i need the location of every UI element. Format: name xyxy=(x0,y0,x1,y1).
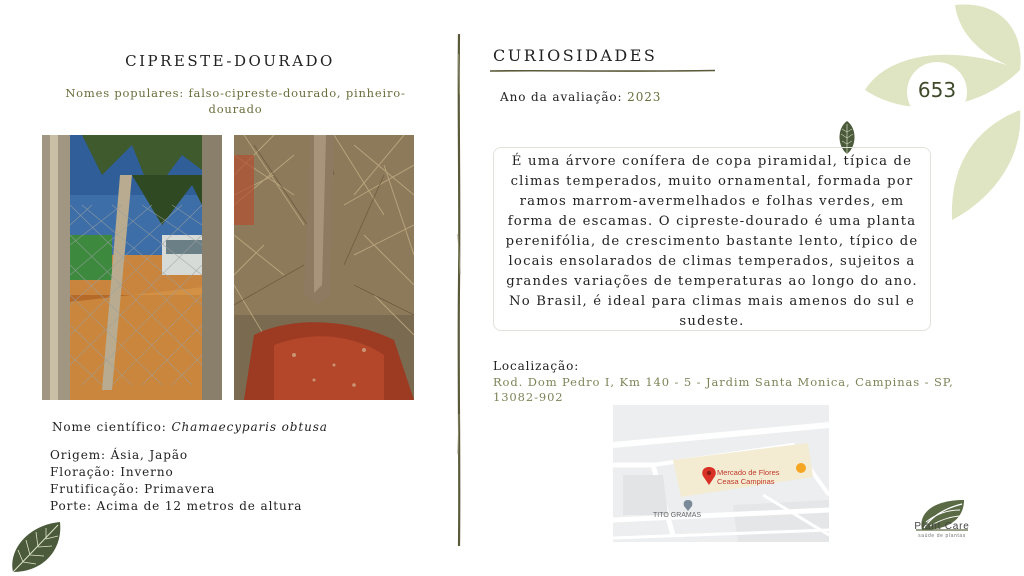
popular-names: Nomes populares: falso-cipreste-dourado, pinheiro-dourado xyxy=(65,86,406,116)
fact-flowering: Floração: Inverno xyxy=(50,465,174,479)
map-poi-label: TITO GRAMAS xyxy=(653,512,702,519)
scientific-name-row xyxy=(52,420,328,434)
scientific-name: Chamaecyparis obtusa xyxy=(171,420,328,434)
logo-tagline: saúde de plantas xyxy=(918,533,966,539)
curiosities-title: CURIOSIDADES xyxy=(493,46,658,65)
evaluation-year-value: 2023 xyxy=(627,90,662,104)
scientific-name-label: Nome científico: xyxy=(52,420,167,434)
logo-name: Plant Care xyxy=(914,521,970,532)
title-underline xyxy=(490,67,715,75)
evaluation-year-row xyxy=(500,90,661,104)
vertical-divider xyxy=(452,34,466,546)
decorative-leaf-icon xyxy=(8,520,63,576)
evaluation-year-label: Ano da avaliação: xyxy=(500,90,623,104)
description-box: É uma árvore conífera de copa piramidal, típica de climas temperados, muito ornamental, formada por ramos marrom-avermelhados e folhas verdes, em forma de escamas. O cipreste-dourado é uma planta perenifólia, de crescimento bastante lento, típico de locais ensolarados de climas temperados, sujeitos a grandes variações de temperaturas ao longo do ano. No Brasil, é ideal para climas mais amenos do sul e sudeste. xyxy=(493,147,931,331)
map-poi-icon xyxy=(796,463,806,473)
fact-fruiting: Frutificação: Primavera xyxy=(50,482,216,496)
fact-origin: Origem: Ásia, Japão xyxy=(50,448,189,462)
plant-facts-list xyxy=(50,447,302,515)
map-place-label xyxy=(717,468,780,486)
plant-photo-fence xyxy=(42,135,222,400)
map-place-line1: Mercado de Flores xyxy=(717,468,780,477)
plant-title: CIPRESTE-DOURADO xyxy=(125,52,335,70)
fact-size: Porte: Acima de 12 metros de altura xyxy=(50,499,303,513)
location-map[interactable] xyxy=(613,405,829,542)
map-place-line2: Ceasa Campinas xyxy=(717,477,775,486)
location-address[interactable]: Rod. Dom Pedro I, Km 140 - 5 - Jardim Santa Monica, Campinas - SP, 13082-902 xyxy=(493,375,954,404)
location-label: Localização: xyxy=(493,359,580,373)
plant-number-badge: 653 xyxy=(917,78,957,102)
plant-photo-trunk xyxy=(234,135,414,400)
